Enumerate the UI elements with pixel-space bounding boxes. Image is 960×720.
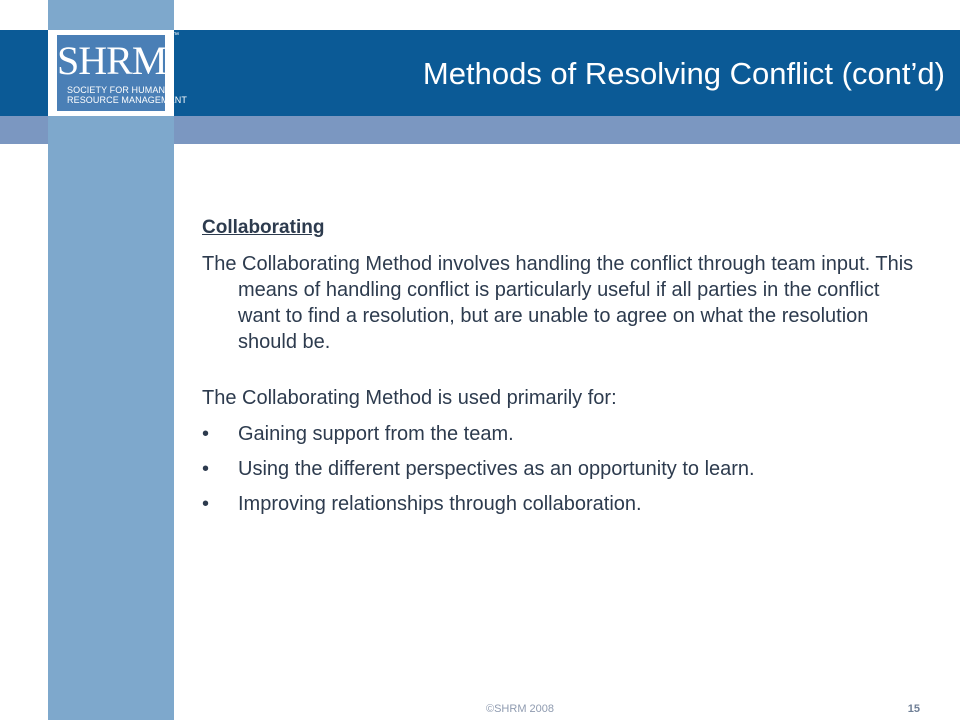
list-item-text: Gaining support from the team. <box>238 423 514 445</box>
logo-subtitle-line-2: RESOURCE MANAGEMENT <box>67 95 187 105</box>
logo-mark: SHRM <box>57 38 167 83</box>
logo-subtitle <box>67 85 187 105</box>
list-item-text: Using the different perspectives as an opportunity to learn. <box>238 458 755 480</box>
section-heading: Collaborating <box>202 217 325 238</box>
bullet-icon: • <box>202 423 210 445</box>
bullet-icon: • <box>202 493 210 515</box>
logo-subtitle-line-1: SOCIETY FOR HUMAN <box>67 85 166 95</box>
usage-intro: The Collaborating Method is used primarily for: <box>202 387 617 409</box>
list-item <box>202 456 927 482</box>
slide-content <box>202 215 927 526</box>
list-item <box>202 491 927 517</box>
copyright-footer: ©SHRM 2008 <box>485 703 555 715</box>
usage-list <box>202 421 927 517</box>
list-item-text: Improving relationships through collaboration. <box>238 493 642 515</box>
list-item <box>202 421 927 447</box>
trademark-symbol: ™ <box>172 32 179 39</box>
description-paragraph: The Collaborating Method involves handling the conflict through team input. This means of handling conflict is particularly useful if all parties in the conflict want to find a resolution, but are unable to agree on what the resolution should be. <box>202 253 914 353</box>
slide-title: Methods of Resolving Conflict (cont’d) <box>422 56 945 91</box>
bullet-icon: • <box>202 458 210 480</box>
page-number: 15 <box>907 703 920 715</box>
